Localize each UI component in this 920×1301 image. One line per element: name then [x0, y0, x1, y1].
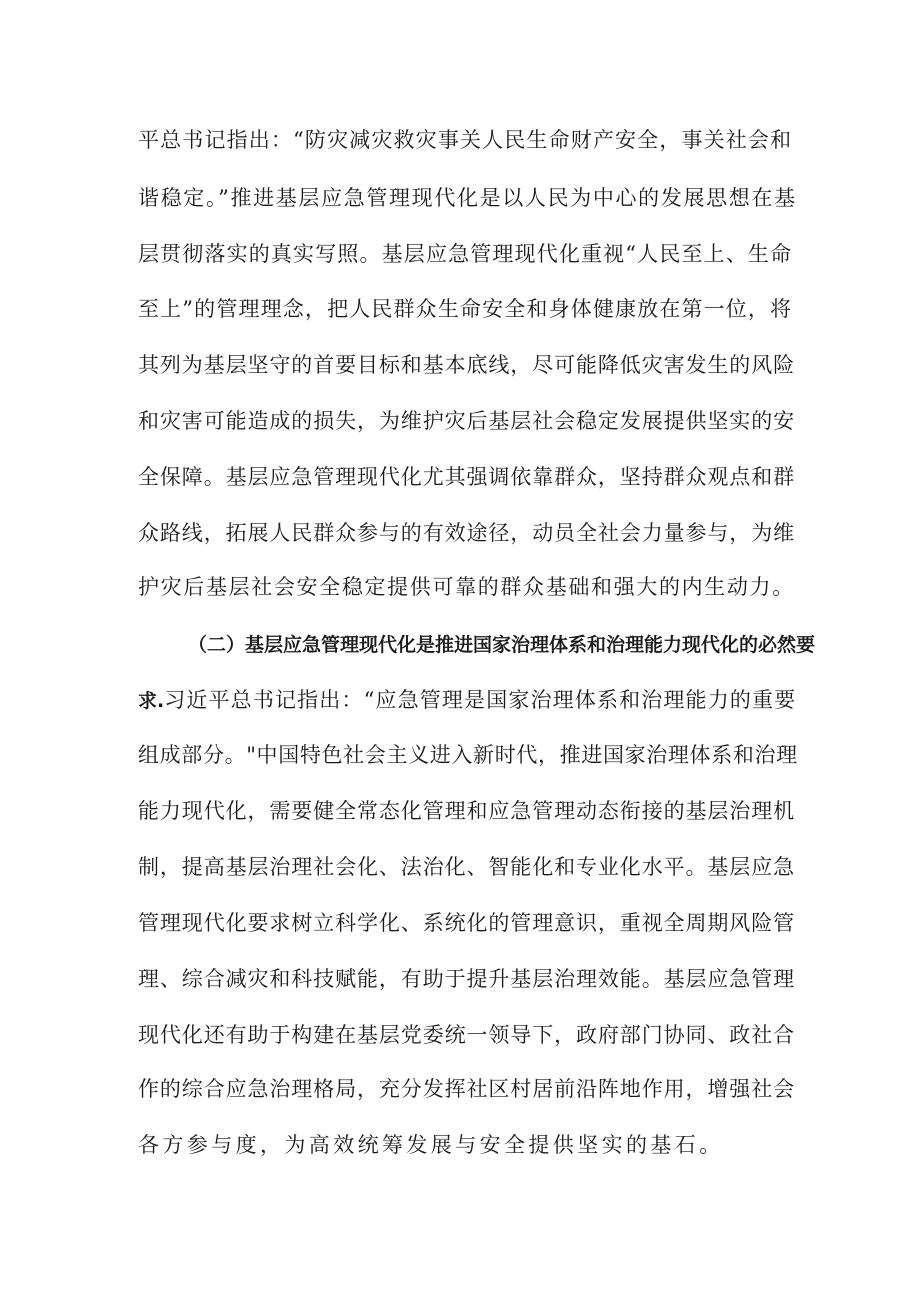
paragraph-1-line-9: 护灾后基层社会安全稳定提供可靠的群众基础和强大的内生动力。 — [138, 575, 795, 599]
paragraph-1-line-1: 平总书记指出：“防灾减灾救灾事关人民生命财产安全，事关社会和 — [138, 128, 793, 152]
paragraph-2-line-9: 作的综合应急治理格局，充分发挥社区村居前沿阵地作用，增强社会 — [138, 1077, 795, 1101]
paragraph-2-line-6: 管理现代化要求树立科学化、系统化的管理意识，重视全周期风险管 — [138, 911, 795, 935]
section-heading: （二）基层应急管理现代化是推进国家治理体系和治理能力现代化的必然要 — [188, 634, 816, 656]
paragraph-2-line-7: 理、综合减灾和科技赋能，有助于提升基层治理效能。基层应急管理 — [138, 967, 795, 991]
paragraph-2-line-2 — [138, 688, 798, 713]
paragraph-2-line-2-text: 习近平总书记指出：“应急管理是国家治理体系和治理能力的重要 — [164, 688, 797, 712]
paragraph-1-line-5: 其列为基层坚守的首要目标和基本底线，尽可能降低灾害发生的风险 — [138, 353, 795, 377]
paragraph-1-line-8: 众路线，拓展人民群众参与的有效途径，动员全社会力量参与，为维 — [138, 521, 795, 545]
paragraph-2-line-4: 能力现代化，需要健全常态化管理和应急管理动态衔接的基层治理机 — [138, 799, 795, 823]
paragraph-2-line-5: 制，提高基层治理社会化、法治化、智能化和专业化水平。基层应急 — [138, 855, 795, 879]
paragraph-2-line-8: 现代化还有助于构建在基层党委统一领导下，政府部门协同、政社合 — [138, 1023, 795, 1047]
paragraph-1-line-2: 谐稳定。”推进基层应急管理现代化是以人民为中心的发展思想在基 — [138, 186, 797, 210]
paragraph-1-line-3: 层贯彻落实的真实写照。基层应急管理现代化重视“人民至上、生命 — [138, 242, 793, 266]
paragraph-2-line-3: 组成部分。"中国特色社会主义进入新时代，推进国家治理体系和治理 — [138, 743, 798, 767]
paragraph-1-line-6: 和灾害可能造成的损失，为维护灾后基层社会稳定发展提供坚实的安 — [138, 409, 795, 433]
section-heading-end: 求. — [138, 690, 165, 712]
paragraph-1-line-4: 至上”的管理理念，把人民群众生命安全和身体健康放在第一位，将 — [138, 297, 793, 321]
paragraph-1-line-7: 全保障。基层应急管理现代化尤其强调依靠群众，坚持群众观点和群 — [138, 465, 795, 489]
paragraph-2-line-10: 各方参与度，为高效统筹发展与安全提供坚实的基石。 — [138, 1133, 724, 1157]
